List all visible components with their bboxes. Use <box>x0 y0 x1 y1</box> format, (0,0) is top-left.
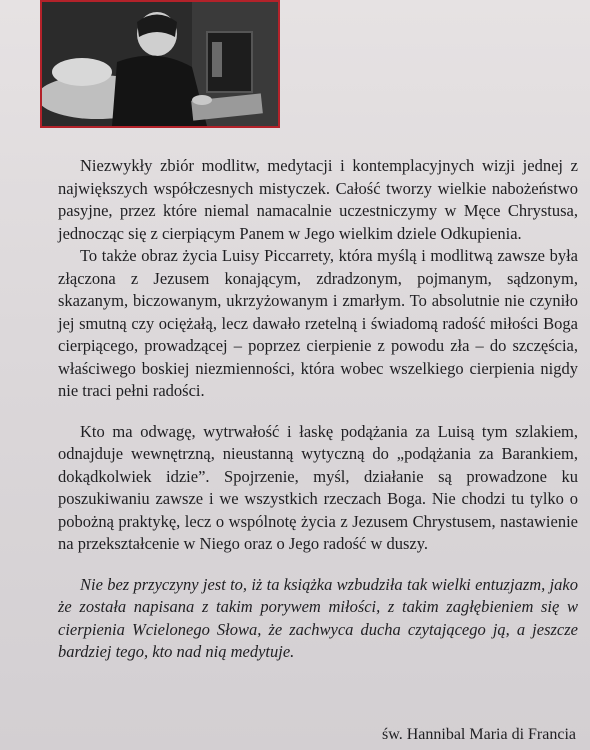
back-cover-text <box>58 155 578 664</box>
paragraph: Kto ma odwagę, wytrwałość i łaskę podążania za Luisą tym szlakiem, odnajduje wewnętrzną, nieustanną wytyczną do „podążania za Barankiem, dokądkolwiek idzie”. Spojrzenie, myśl, działanie są prowadzone ku poszukiwaniu zawsze i we wszystkich rzeczach Boga. Nie chodzi tu tylko o pobożną praktykę, lecz o wspólnotę życia z Jezusem Chrystusem, nastawienie na przekształcenie w Niego oraz o Jego radość w duszy. <box>58 421 578 553</box>
paragraph: Niezwykły zbiór modlitw, medytacji i kontemplacyjnych wizji jednej z największych współczesnych mistyczek. Całość tworzy wielkie nabożeństwo pasyjne, przez które niemal namacalnie uczestniczymy w Męce Chrystusa, jednocząc się z cierpiącym Panem w Jego wielkim dziele Odkupienia. <box>58 156 578 243</box>
author-photo <box>40 0 280 128</box>
paragraph: To także obraz życia Luisy Piccarrety, która myślą i modlitwą zawsze była złączona z Jezusem konającym, zdradzonym, pojmanym, sądzonym, skazanym, biczowanym, ukrzyżowanym i zmarłym. To absolutnie nie czyniło jej smutną czy ociężałą, lecz dawało rzetelną i świadomą radość miłości Boga cierpiącego, prowadzącej – poprzez cierpienie z powodu zła – do szczęścia, właściwego boskiej niezmienności, która wobec wszelkiego cierpienia nigdy nie traci pełni radości. <box>58 246 578 400</box>
signature: św. Hannibal Maria di Francia <box>381 726 576 743</box>
quote-paragraph: Nie bez przyczyny jest to, iż ta książka wzbudziła tak wielki entuzjazm, jako że została napisana z takim porywem miłości, z takim zagłębieniem się w cierpienia Wcielonego Słowa, że zachwyca ducha czytającego ją, a jeszcze bardziej tego, kto nad nią medytuje. <box>58 574 578 661</box>
